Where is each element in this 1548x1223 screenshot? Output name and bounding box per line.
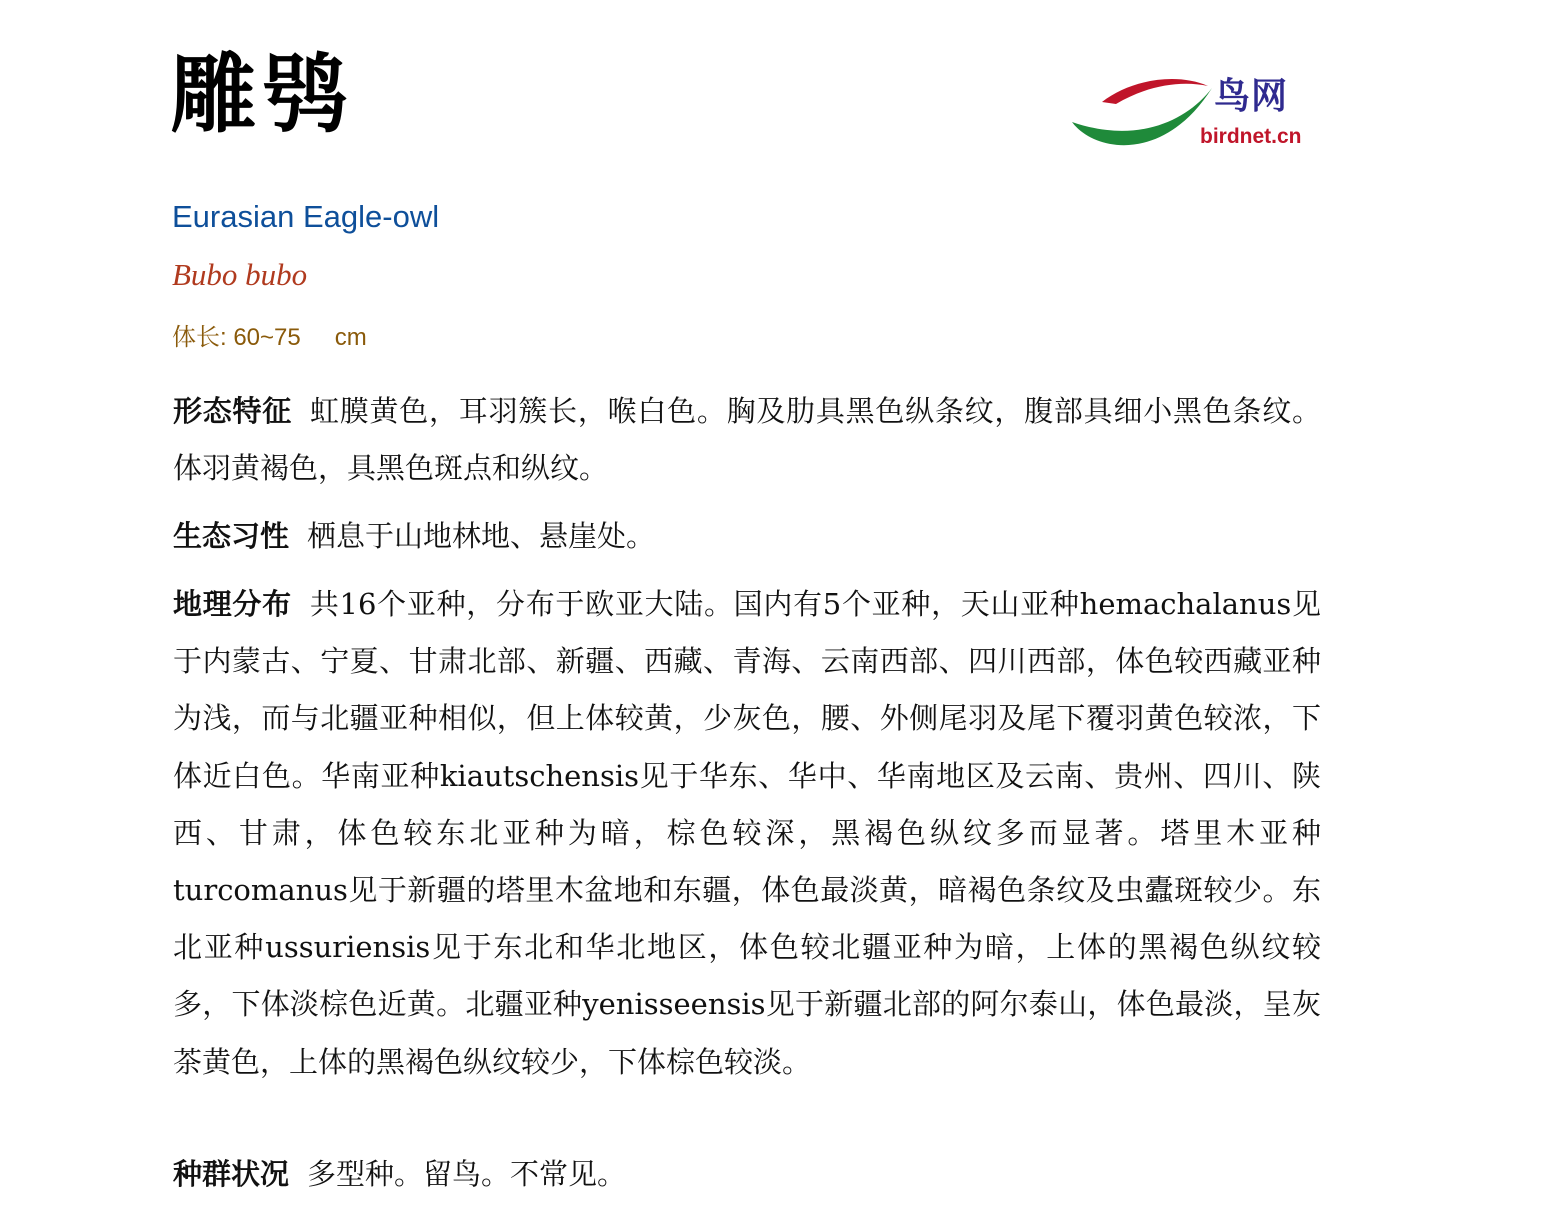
body-length-value: : 60~75	[220, 324, 301, 351]
body-length	[172, 326, 367, 350]
population-label: 种群状况	[173, 1157, 290, 1191]
habits-label: 生态习性	[173, 519, 290, 553]
morphology-section	[173, 383, 1321, 497]
distribution-section	[173, 576, 1321, 1091]
habits-text: 栖息于山地林地、悬崖处。	[307, 519, 656, 553]
body-length-unit: cm	[334, 324, 367, 351]
logo-chinese-text: 鸟网	[1214, 75, 1289, 117]
english-name: Eurasian Eagle-owl	[172, 199, 440, 234]
morphology-text: 虹膜黄色，耳羽簇长，喉白色。胸及肋具黑色纵条纹，腹部具细小黑色条纹。体羽黄褐色，具黑色斑点和纵纹。	[173, 394, 1321, 486]
body-length-label: 体长	[172, 324, 220, 351]
distribution-label: 地理分布	[173, 587, 292, 621]
distribution-text: 共16个亚种，分布于欧亚大陆。国内有5个亚种，天山亚种hemachalanus见于内蒙古、宁夏、甘肃北部、新疆、西藏、青海、云南西部、四川西部，体色较西藏亚种为浅，而与北疆亚种相似，但上体较黄，少灰色，腰、外侧尾羽及尾下覆羽黄色较浓，下体近白色。华南亚种kiautschensis见于华东、华中、华南地区及云南、贵州、四川、陕西、甘肃，体色较东北亚种为暗，棕色较深，黑褐色纵纹多而显著。塔里木亚种turcomanus见于新疆的塔里木盆地和东疆，体色最淡黄，暗褐色条纹及虫蠹斑较少。东北亚种ussuriensis见于东北和华北地区，体色较北疆亚种为暗，上体的黑褐色纵纹较多，下体淡棕色近黄。北疆亚种yenisseensis见于新疆北部的阿尔泰山，体色最淡，呈灰茶黄色，上体的黑褐色纵纹较少，下体棕色较淡。	[173, 587, 1321, 1079]
birdnet-logo[interactable]	[1068, 70, 1308, 160]
habits-section	[173, 508, 1321, 565]
logo-url-text: birdnet.cn	[1200, 125, 1302, 148]
population-text: 多型种。留鸟。不常见。	[307, 1157, 627, 1191]
population-section	[173, 1146, 1321, 1203]
species-title: 雕鸮	[170, 45, 354, 145]
morphology-label: 形态特征	[173, 394, 293, 428]
latin-name: Bubo bubo	[172, 257, 308, 292]
